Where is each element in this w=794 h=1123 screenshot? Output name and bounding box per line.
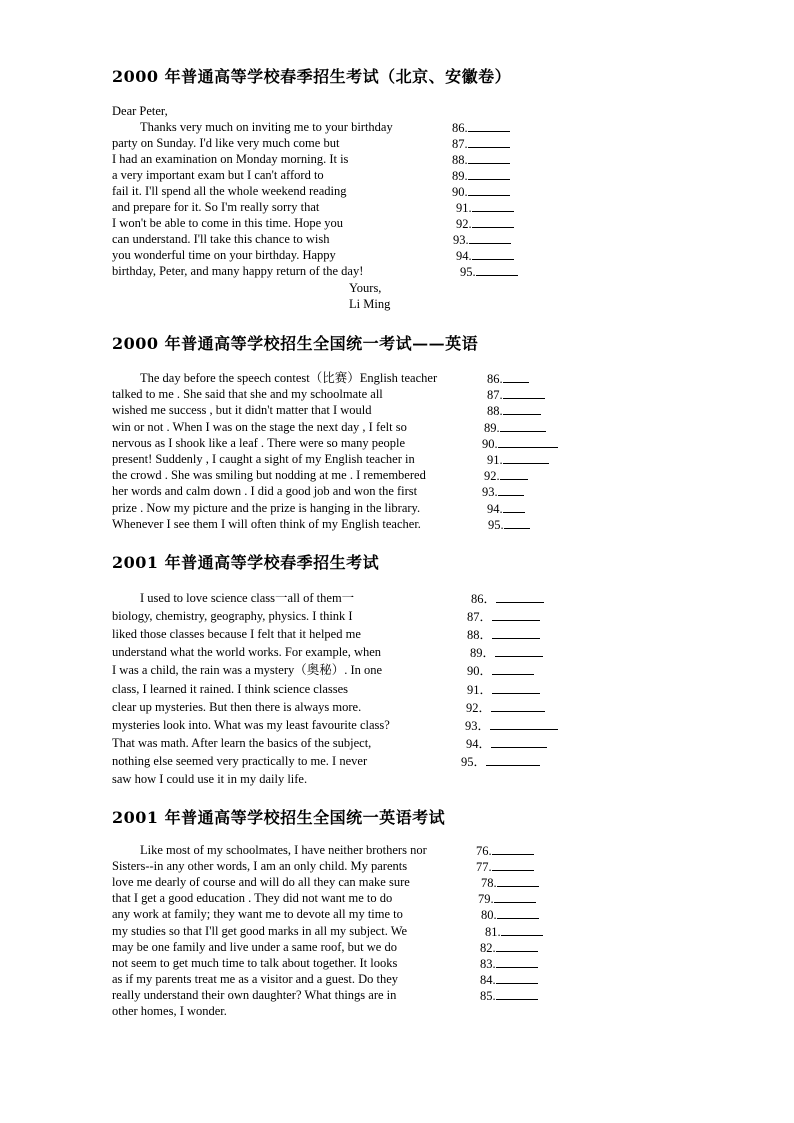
passage-line-text: party on Sunday. I'd like very much come but (112, 136, 340, 150)
answer-number: 90. (482, 436, 498, 451)
section-3-title: 2001 年普通高等学校春季招生考试 (112, 553, 380, 572)
passage-line-text: clear up mysteries. But then there is always more. (112, 699, 362, 714)
answer-blank[interactable] (481, 906, 539, 923)
answer-blank[interactable] (476, 842, 534, 859)
passage-line-text: present! Suddenly , I caught a sight of my English teacher in (112, 452, 415, 466)
passage-line-text: mysteries look into. What was my least favourite class? (112, 717, 390, 732)
passage-line (0, 215, 794, 231)
answer-blank[interactable] (482, 483, 524, 500)
passage-line (0, 467, 794, 483)
passage-line-text: her words and calm down . I did a good job and won the first (112, 484, 418, 499)
answer-underline[interactable] (468, 151, 510, 164)
answer-number: 88． (467, 628, 493, 643)
passage-line (0, 247, 794, 263)
passage-line (0, 971, 794, 987)
answer-underline[interactable] (500, 419, 546, 432)
answer-number: 92． (466, 700, 492, 715)
answer-blank[interactable] (467, 608, 540, 625)
answer-underline[interactable] (498, 483, 524, 496)
answer-blank[interactable] (466, 735, 547, 752)
passage-line-text: class, I learned it rained. I think science classes (112, 681, 349, 696)
passage-line-text: That was math. After learn the basics of the subject, (112, 735, 372, 750)
answer-underline[interactable] (476, 263, 518, 276)
passage-line-text: Whenever I see them I will often think of my English teacher. (112, 516, 421, 531)
answer-number: 92. (484, 469, 500, 484)
answer-underline[interactable] (496, 987, 538, 1000)
passage-line-text: The day before the speech contest（比赛）English teacher (140, 371, 438, 385)
answer-underline[interactable] (504, 516, 530, 529)
passage-line (0, 370, 794, 386)
answer-number: 78. (481, 876, 497, 891)
answer-number: 77. (476, 860, 492, 875)
passage-line-text: win or not . When I was on the stage the next day , I felt so (112, 419, 407, 434)
answer-underline[interactable] (503, 500, 525, 513)
passage-line-text: nothing else seemed very practically to me. I never (112, 753, 368, 768)
passage-line (0, 858, 794, 874)
answer-number: 88. (487, 404, 503, 419)
answer-underline[interactable] (492, 608, 540, 621)
passage-line (0, 419, 794, 435)
passage-line-text: talked to me . She said that she and my schoolmate all (112, 387, 383, 402)
answer-blank[interactable] (488, 516, 530, 533)
answer-blank[interactable] (452, 167, 510, 184)
answer-underline[interactable] (492, 626, 540, 639)
answer-underline[interactable] (468, 119, 510, 132)
answer-number: 89． (470, 646, 496, 661)
answer-number: 93. (453, 233, 469, 247)
passage-line-text: the crowd . She was smiling but nodding at me . I remembered (112, 468, 426, 483)
passage-line (0, 890, 794, 906)
answer-underline[interactable] (503, 370, 529, 383)
passage-line-text: understand what the world works. For example, when (112, 645, 382, 660)
answer-number: 81. (485, 924, 501, 939)
answer-underline[interactable] (498, 435, 558, 448)
passage-line (0, 735, 794, 751)
passage-line (0, 939, 794, 955)
answer-underline[interactable] (468, 135, 510, 148)
answer-number: 89. (452, 169, 468, 183)
answer-blank[interactable] (484, 419, 546, 436)
answer-number: 85. (480, 988, 496, 1003)
answer-number: 87. (487, 388, 503, 403)
answer-number: 91． (467, 682, 493, 697)
answer-number: 95． (461, 754, 487, 769)
answer-blank[interactable] (456, 247, 514, 264)
answer-blank[interactable] (478, 890, 536, 907)
passage-line-text: I won't be able to come in this time. Hope you (112, 216, 344, 230)
passage-line (0, 119, 794, 135)
answer-underline[interactable] (503, 402, 541, 415)
passage-line-text: my studies so that I'll get good marks in all my subject. We (112, 923, 408, 938)
answer-underline[interactable] (497, 874, 539, 887)
passage-line-text: wished me success , but it didn't matter that I would (112, 403, 372, 418)
passage-line (0, 263, 794, 279)
answer-number: 94． (466, 736, 492, 751)
passage-line (0, 435, 794, 451)
answer-underline[interactable] (492, 858, 534, 871)
answer-number: 94. (487, 501, 503, 516)
passage-line (0, 923, 794, 939)
passage-line (0, 874, 794, 890)
passage-line (0, 955, 794, 971)
passage-line (0, 500, 794, 516)
passage-line (0, 717, 794, 733)
answer-blank[interactable] (485, 923, 543, 940)
answer-underline[interactable] (503, 386, 545, 399)
answer-number: 93. (482, 485, 498, 500)
passage-line (0, 681, 794, 697)
answer-number: 94. (456, 249, 472, 263)
passage-line-text: as if my parents treat me as a visitor and a guest. Do they (112, 971, 399, 986)
passage-line-text: really understand their own daughter? What things are in (112, 987, 397, 1002)
answer-blank[interactable] (487, 451, 549, 468)
answer-blank[interactable] (487, 370, 529, 387)
passage-line-text: Sisters--in any other words, I am an only child. My parents (112, 859, 408, 874)
passage-line-text: any work at family; they want me to devote all my time to (112, 907, 403, 922)
letter-greeting: Dear Peter, (112, 104, 168, 118)
answer-underline[interactable] (492, 842, 534, 855)
answer-blank[interactable] (480, 955, 538, 972)
answer-underline[interactable] (495, 644, 543, 657)
answer-underline[interactable] (472, 247, 514, 260)
answer-number: 95. (488, 517, 504, 532)
passage-line-text: liked those classes because I felt that it helped me (112, 627, 361, 642)
answer-underline[interactable] (503, 451, 549, 464)
answer-number: 79. (478, 892, 494, 907)
answer-blank[interactable] (481, 874, 539, 891)
passage-line-text: Like most of my schoolmates, I have neither brothers nor (140, 843, 427, 857)
passage-line (0, 135, 794, 151)
passage-line-text: I was a child, the rain was a mystery（奥秘）. In one (112, 663, 383, 678)
answer-blank[interactable] (480, 971, 538, 988)
answer-underline[interactable] (492, 662, 534, 675)
answer-number: 91. (456, 201, 472, 215)
answer-blank[interactable] (452, 119, 510, 136)
answer-number: 86. (487, 372, 503, 386)
passage-line (0, 842, 794, 858)
answer-underline[interactable] (468, 167, 510, 180)
answer-blank[interactable] (487, 402, 541, 419)
answer-number: 76. (476, 844, 492, 858)
passage-line (0, 753, 794, 769)
answer-blank[interactable] (482, 435, 558, 452)
passage-line (0, 906, 794, 922)
passage-line-text: I had an examination on Monday morning. It is (112, 152, 349, 166)
answer-blank[interactable] (476, 858, 534, 875)
answer-number: 87. (452, 137, 468, 151)
passage-line (0, 608, 794, 624)
passage-line-text: prize . Now my picture and the prize is hanging in the library. (112, 500, 421, 515)
answer-number: 93． (465, 718, 491, 733)
section-4-title: 2001 年普通高等学校招生全国统一英语考试 (112, 808, 446, 827)
answer-blank[interactable] (461, 753, 540, 770)
passage-line-text: nervous as I shook like a leaf . There were so many people (112, 435, 406, 450)
passage-line (0, 516, 794, 532)
answer-blank[interactable] (480, 939, 538, 956)
passage-line-text: Thanks very much on inviting me to your birthday (140, 120, 393, 134)
answer-blank[interactable] (484, 467, 528, 484)
passage-line (0, 987, 794, 1003)
answer-number: 84. (480, 972, 496, 987)
passage-line-text: that I get a good education . They did not want me to do (112, 891, 393, 906)
answer-blank[interactable] (460, 263, 518, 280)
answer-underline[interactable] (496, 590, 544, 603)
answer-underline[interactable] (472, 199, 514, 212)
passage-line (0, 483, 794, 499)
answer-blank[interactable] (452, 183, 510, 200)
answer-number: 95. (460, 265, 476, 279)
answer-blank[interactable] (465, 717, 558, 734)
passage-line (0, 231, 794, 247)
answer-number: 80. (481, 908, 497, 923)
answer-underline[interactable] (469, 231, 511, 244)
answer-underline[interactable] (491, 699, 545, 712)
answer-blank[interactable] (453, 231, 511, 248)
answer-blank[interactable] (467, 626, 540, 643)
passage-line (0, 151, 794, 167)
passage-line (0, 183, 794, 199)
answer-blank[interactable] (471, 590, 544, 607)
answer-underline[interactable] (494, 890, 536, 903)
letter-closing: Yours, (349, 281, 382, 295)
answer-number: 92. (456, 217, 472, 231)
answer-blank[interactable] (466, 699, 545, 716)
passage-line (0, 199, 794, 215)
answer-underline[interactable] (472, 215, 514, 228)
answer-blank[interactable] (456, 199, 514, 216)
passage-line-text: love me dearly of course and will do all they can make sure (112, 875, 410, 890)
passage-line (0, 386, 794, 402)
passage-line-text: can understand. I'll take this chance to wish (112, 232, 330, 246)
answer-blank[interactable] (452, 151, 510, 168)
answer-blank[interactable] (456, 215, 514, 232)
passage-line-text: saw how I could use it in my daily life. (112, 772, 308, 786)
passage-line (0, 644, 794, 660)
passage-line (0, 590, 794, 606)
answer-blank[interactable] (470, 644, 543, 661)
answer-number: 90． (467, 664, 493, 679)
passage-line-text: fail it. I'll spend all the whole weekend reading (112, 184, 347, 198)
passage-line (0, 167, 794, 183)
answer-number: 86． (471, 592, 497, 606)
answer-number: 87． (467, 610, 493, 625)
section-1-title: 2000 年普通高等学校春季招生考试（北京、安徽卷） (112, 67, 512, 86)
answer-blank[interactable] (467, 681, 540, 698)
answer-underline[interactable] (500, 467, 528, 480)
answer-number: 91. (487, 453, 503, 467)
passage-line-text: you wonderful time on your birthday. Happy (112, 248, 336, 262)
answer-underline[interactable] (501, 923, 543, 936)
answer-number: 83. (480, 956, 496, 971)
passage-line-text: I used to love science class一all of them一 (140, 591, 355, 605)
answer-underline[interactable] (491, 735, 547, 748)
passage-line-text: a very important exam but I can't afford to (112, 168, 324, 182)
passage-line (0, 1003, 794, 1019)
answer-underline[interactable] (490, 717, 558, 730)
answer-number: 86. (452, 121, 468, 135)
passage-line-text: and prepare for it. So I'm really sorry that (112, 200, 320, 214)
passage-line (0, 662, 794, 678)
answer-blank[interactable] (467, 662, 534, 679)
answer-number: 89. (484, 420, 500, 435)
answer-underline[interactable] (496, 971, 538, 984)
answer-number: 88. (452, 153, 468, 167)
answer-underline[interactable] (468, 183, 510, 196)
passage-line-text: other homes, I wonder. (112, 1004, 227, 1018)
answer-underline[interactable] (496, 939, 538, 952)
answer-underline[interactable] (497, 906, 539, 919)
answer-blank[interactable] (480, 987, 538, 1004)
letter-signature: Li Ming (349, 297, 391, 311)
section-2-title: 2000 年普通高等学校招生全国统一考试——英语 (112, 334, 479, 353)
answer-number: 82. (480, 940, 496, 955)
answer-underline[interactable] (492, 681, 540, 694)
answer-blank[interactable] (487, 500, 525, 517)
passage-line (0, 626, 794, 642)
answer-blank[interactable] (487, 386, 545, 403)
passage-line-text: may be one family and live under a same roof, but we do (112, 939, 397, 954)
passage-line (0, 699, 794, 715)
answer-underline[interactable] (496, 955, 538, 968)
passage-line (0, 451, 794, 467)
passage-line (0, 771, 794, 787)
passage-line-text: not seem to get much time to talk about together. It looks (112, 955, 398, 970)
passage-line-text: birthday, Peter, and many happy return of the day! (112, 264, 364, 278)
answer-number: 90. (452, 185, 468, 199)
passage-line-text: biology, chemistry, geography, physics. I think I (112, 609, 353, 624)
answer-blank[interactable] (452, 135, 510, 152)
answer-underline[interactable] (486, 753, 540, 766)
passage-line (0, 402, 794, 418)
